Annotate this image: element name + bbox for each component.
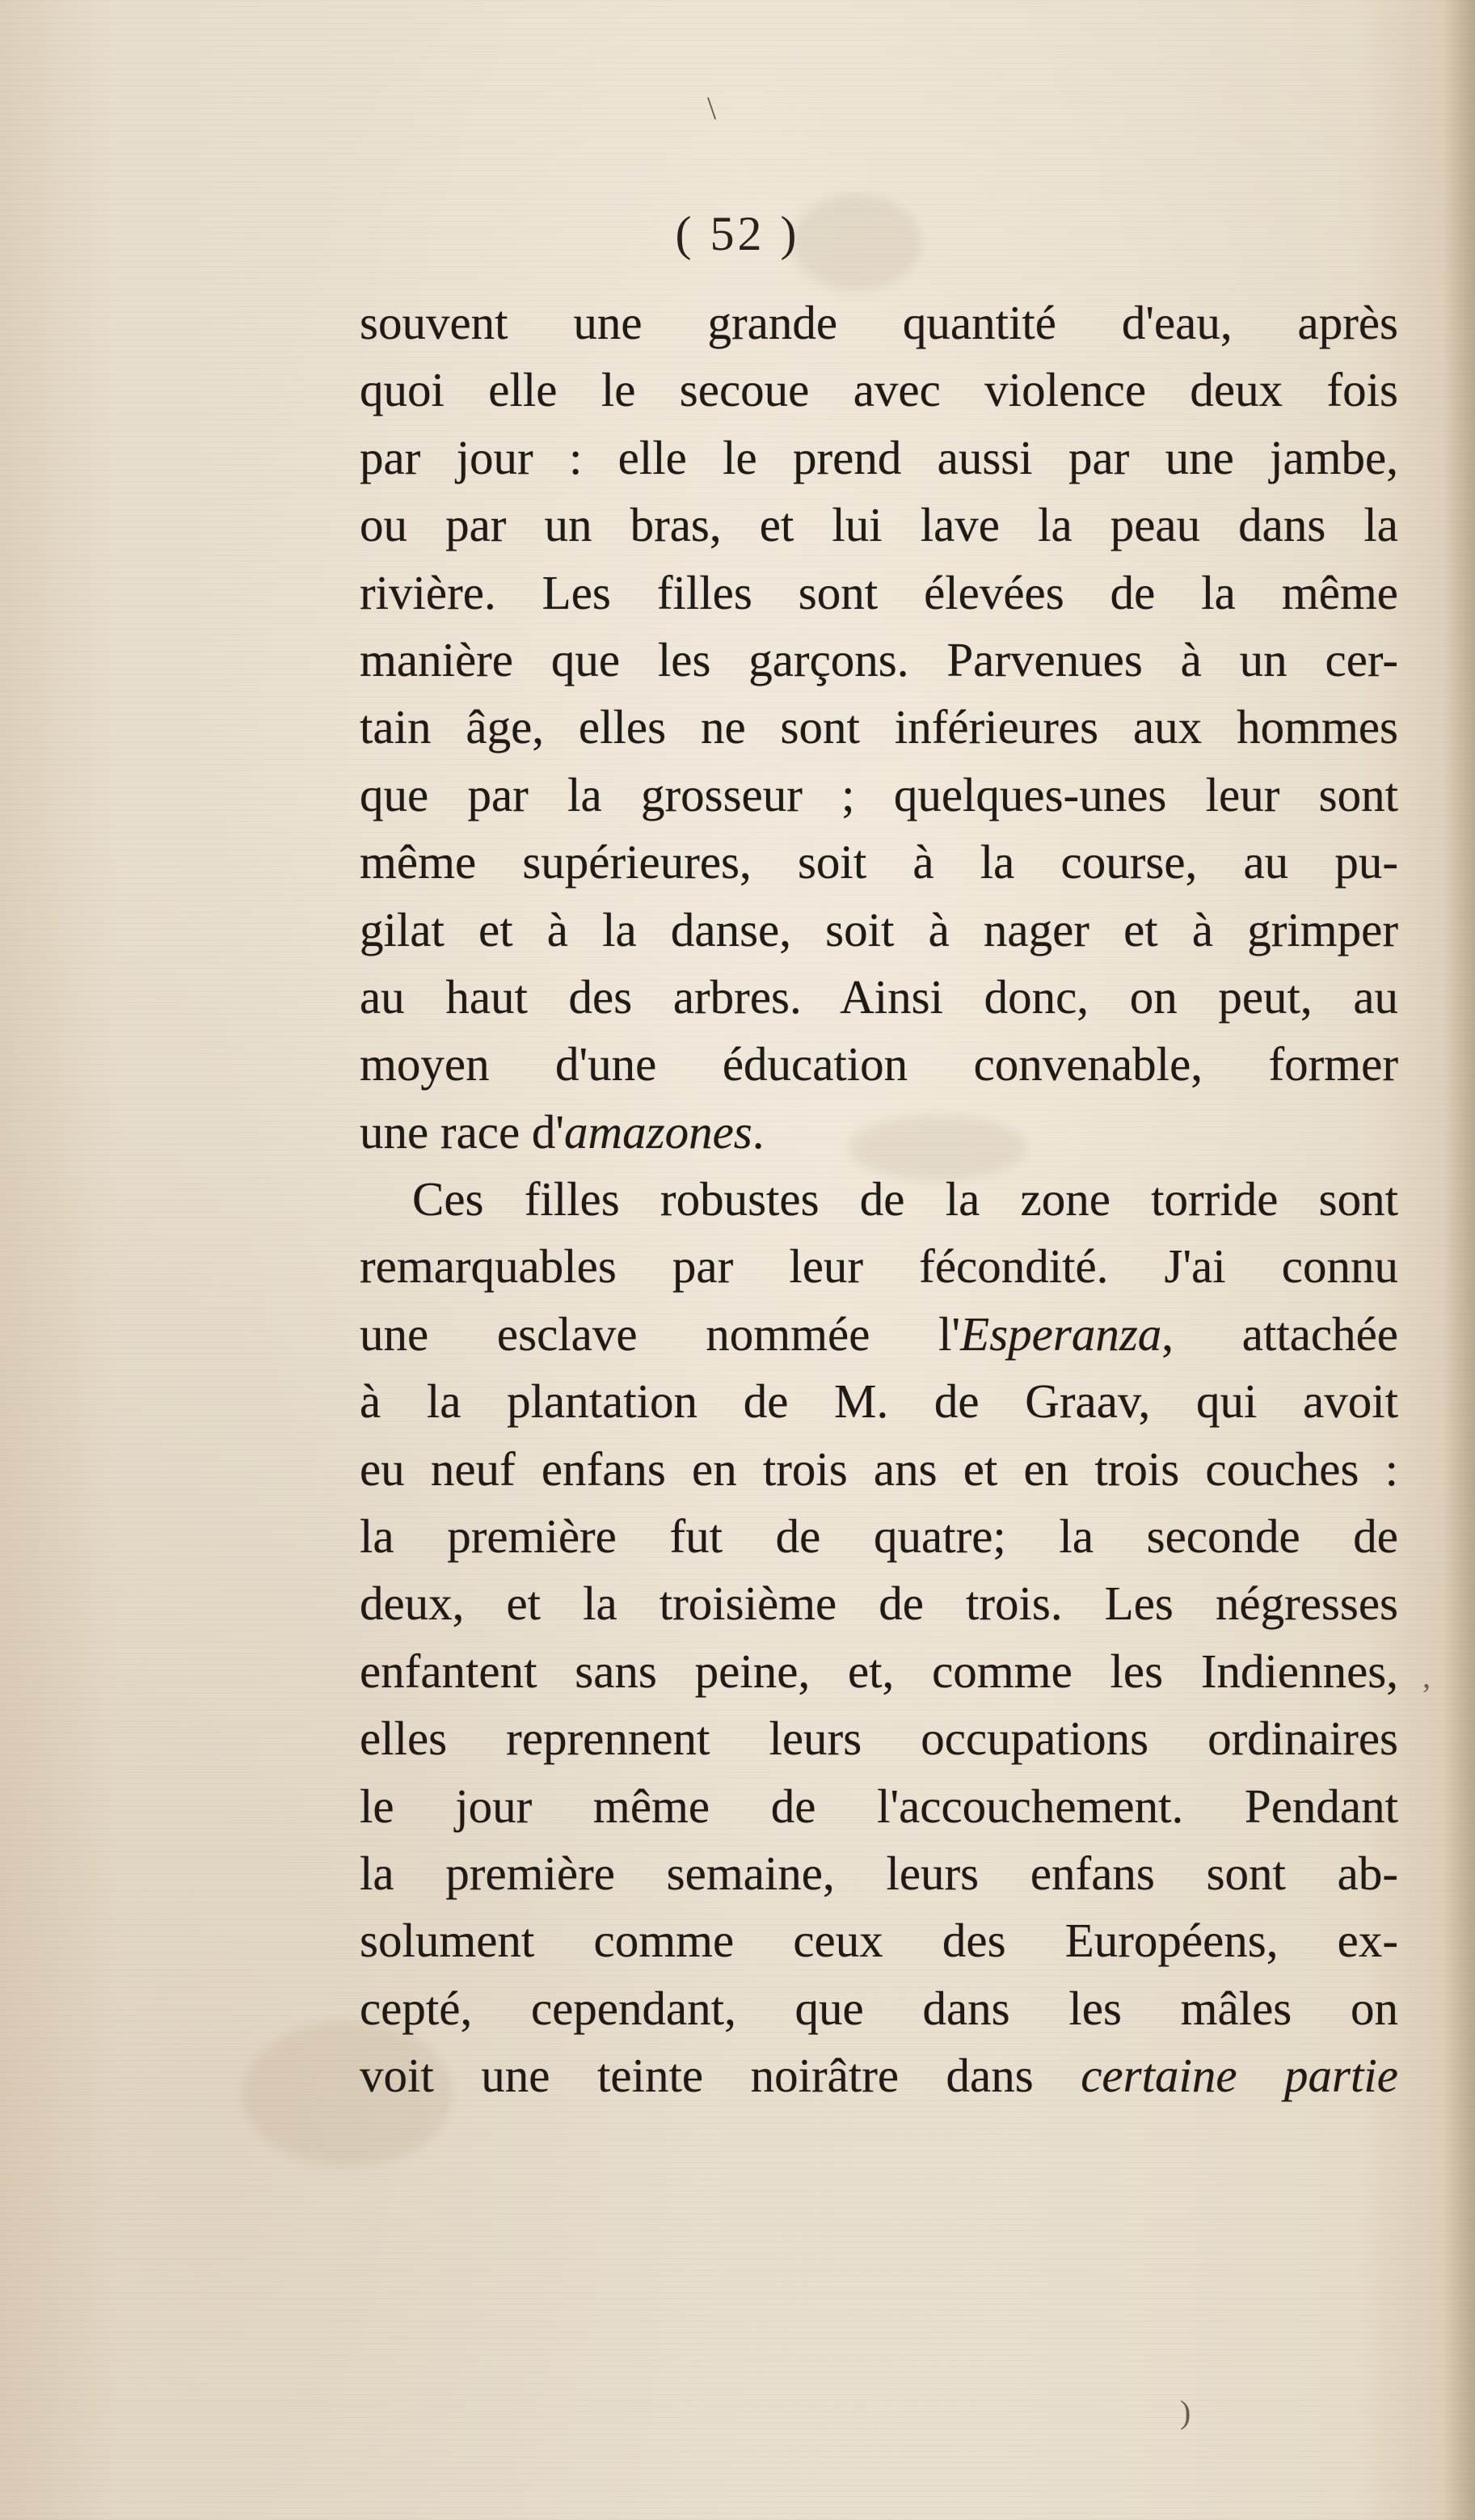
text-segment: .	[752, 1104, 765, 1159]
text-line: enfantent sans peine, et, comme les Indiennes,	[360, 1644, 1398, 1698]
text-segment: une race d'	[360, 1104, 565, 1159]
text-segment: , attachée	[1161, 1306, 1398, 1361]
text-line: rivière. Les filles sont élevées de la même	[360, 565, 1398, 619]
text-segment: une esclave nommée l'	[360, 1306, 961, 1361]
text-line: à la plantation de M. de Graav, qui avoit	[360, 1374, 1398, 1429]
text-line-paragraph-end	[360, 1099, 1398, 1166]
italic-term: amazones	[564, 1104, 752, 1159]
paper-mark: )	[1180, 2394, 1191, 2430]
text-line: tain âge, elles ne sont inférieures aux hommes	[360, 700, 1398, 754]
text-line	[360, 1301, 1398, 1368]
italic-name: Esperanza	[960, 1306, 1162, 1361]
italic-phrase: certaine partie	[1081, 2049, 1398, 2103]
page-number: ( 52 )	[675, 207, 800, 260]
paper-mark: \	[707, 90, 717, 126]
text-line: gilat et à la danse, soit à nager et à grimper	[360, 902, 1398, 956]
text-line: le jour même de l'accouchement. Pendant	[360, 1779, 1398, 1833]
text-line: elles reprennent leurs occupations ordinaires	[360, 1712, 1398, 1766]
text-line: remarquables par leur fécondité. J'ai connu	[360, 1239, 1398, 1294]
text-line: cepté, cependant, que dans les mâles on	[360, 1981, 1398, 2035]
text-line: par jour : elle le prend aussi par une jambe,	[360, 430, 1398, 484]
text-line: solument comme ceux des Européens, ex-	[360, 1914, 1398, 1968]
text-line: deux, et la troisième de trois. Les négresses	[360, 1577, 1398, 1631]
text-line: la première semaine, leurs enfans sont ab-	[360, 1846, 1398, 1900]
text-line: que par la grosseur ; quelques-unes leur sont	[360, 767, 1398, 821]
page-edge-shadow	[1443, 0, 1475, 2520]
text-line: ou par un bras, et lui lave la peau dans la	[360, 498, 1398, 552]
text-line: même supérieures, soit à la course, au pu-	[360, 835, 1398, 889]
text-line: moyen d'une éducation convenable, former	[360, 1037, 1398, 1091]
body-text	[360, 289, 1398, 2110]
text-line	[360, 2042, 1398, 2109]
text-segment: voit une teinte noirâtre dans	[360, 2049, 1081, 2103]
text-line: eu neuf enfans en trois ans et en trois couches :	[360, 1442, 1398, 1496]
text-line: la première fut de quatre; la seconde de	[360, 1509, 1398, 1564]
text-line: souvent une grande quantité d'eau, après	[360, 296, 1398, 349]
text-line: quoi elle le secoue avec violence deux fois	[360, 363, 1398, 417]
text-line: au haut des arbres. Ainsi donc, on peut, au	[360, 969, 1398, 1024]
text-line-paragraph-start: Ces filles robustes de la zone torride sont	[412, 1172, 1398, 1226]
text-line: manière que les garçons. Parvenues à un cer-	[360, 632, 1398, 686]
paper-mark: ,	[1422, 1658, 1431, 1695]
